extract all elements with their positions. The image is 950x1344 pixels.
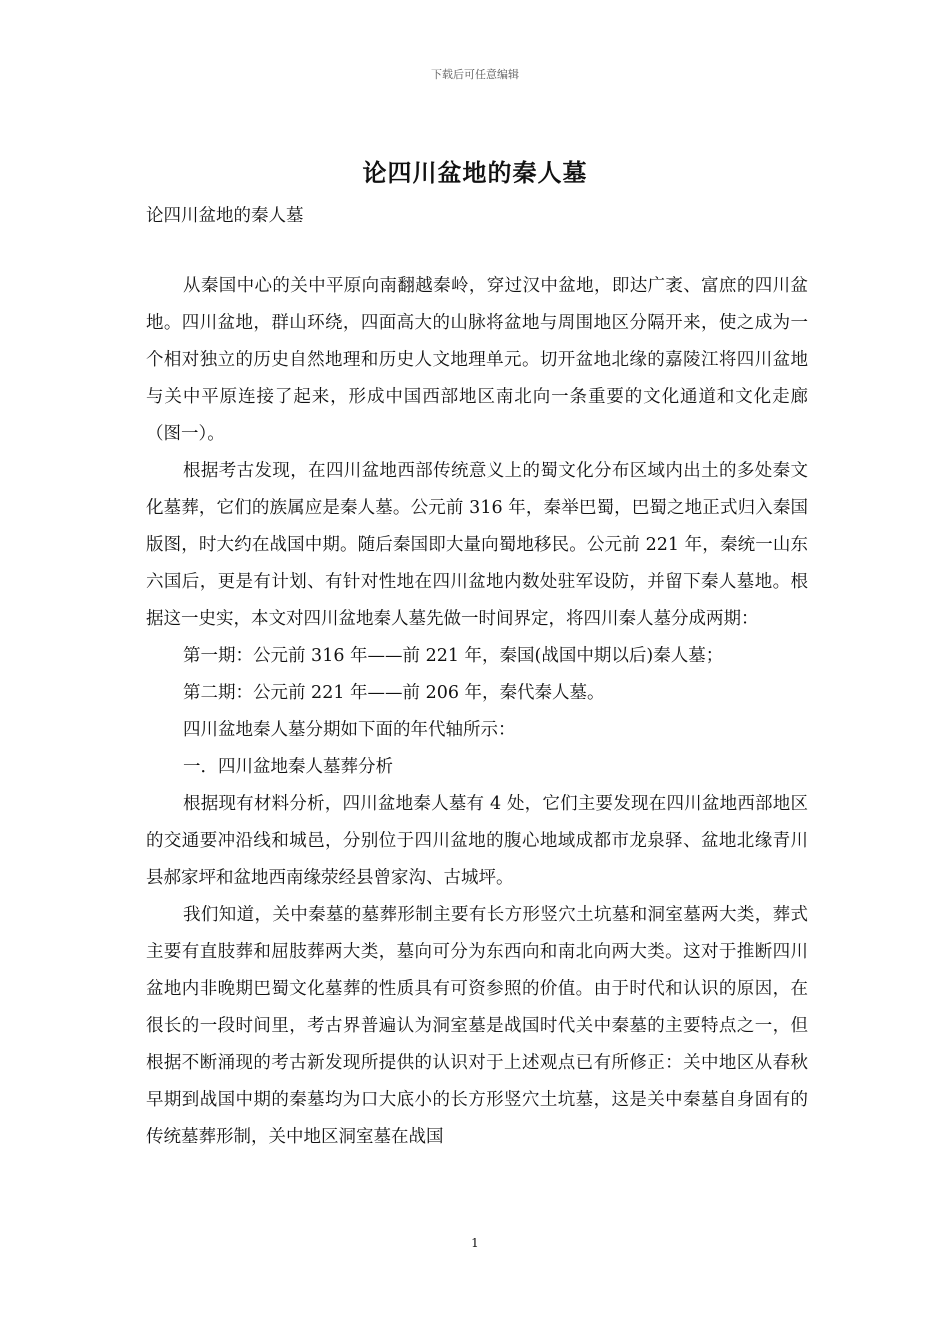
- paragraph-phase-two: 第二期：公元前 221 年——前 206 年，秦代秦人墓。: [183, 683, 605, 703]
- paragraph-archaeology: 根据考古发现，在四川盆地西部传统意义上的蜀文化分布区域内出土的多处秦文化墓葬，它们的族属应是秦人墓。公元前 316 年，秦举巴蜀，巴蜀之地正式归入秦国版图，时大约在战国中期。随后秦国即大量向蜀地移民。公元前 221 年，秦统一山东六国后，更是有计划、有针对性地在四川盆地内数处驻军设防，并留下秦人墓地。根据这一史实，本文对四川盆地秦人墓先做一时间界定，将四川秦人墓分成两期：: [146, 461, 808, 629]
- paragraph-timeline-note: 四川盆地秦人墓分期如下面的年代轴所示：: [183, 720, 516, 740]
- document-title: 论四川盆地的秦人墓: [362, 159, 588, 187]
- header-note: 下载后可任意编辑: [431, 68, 519, 81]
- paragraph-intro: 从秦国中心的关中平原向南翻越秦岭，穿过汉中盆地，即达广袤、富庶的四川盆地。四川盆地，群山环绕，四面高大的山脉将盆地与周围地区分隔开来，使之成为一个相对独立的历史自然地理和历史人文地理单元。切开盆地北缘的嘉陵江将四川盆地与关中平原连接了起来，形成中国西部地区南北向一条重要的文化通道和文化走廊（图一）。: [146, 276, 808, 444]
- paragraph-tomb-forms: 我们知道，关中秦墓的墓葬形制主要有长方形竖穴土坑墓和洞室墓两大类，葬式主要有直肢葬和屈肢葬两大类，墓向可分为东西向和南北向两大类。这对于推断四川盆地内非晚期巴蜀文化墓葬的性质具有可资参照的价值。由于时代和认识的原因，在很长的一段时间里，考古界普遍认为洞室墓是战国时代关中秦墓的主要特点之一，但根据不断涌现的考古新发现所提供的认识对于上述观点已有所修正：关中地区从春秋早期到战国中期的秦墓均为口大底小的长方形竖穴土坑墓，这是关中秦墓自身固有的传统墓葬形制，关中地区洞室墓在战国: [146, 905, 808, 1147]
- section-heading: 一．四川盆地秦人墓葬分析: [183, 757, 393, 777]
- document-body: [146, 268, 808, 1156]
- page-number: 1: [471, 1236, 479, 1250]
- document-subtitle: 论四川盆地的秦人墓: [146, 206, 304, 226]
- paragraph-analysis: 根据现有材料分析，四川盆地秦人墓有 4 处，它们主要发现在四川盆地西部地区的交通要冲沿线和城邑，分别位于四川盆地的腹心地域成都市龙泉驿、盆地北缘青川县郝家坪和盆地西南缘荥经县曾家沟、古城坪。: [146, 794, 808, 888]
- paragraph-phase-one: 第一期：公元前 316 年——前 221 年，秦国(战国中期以后)秦人墓；: [183, 646, 724, 666]
